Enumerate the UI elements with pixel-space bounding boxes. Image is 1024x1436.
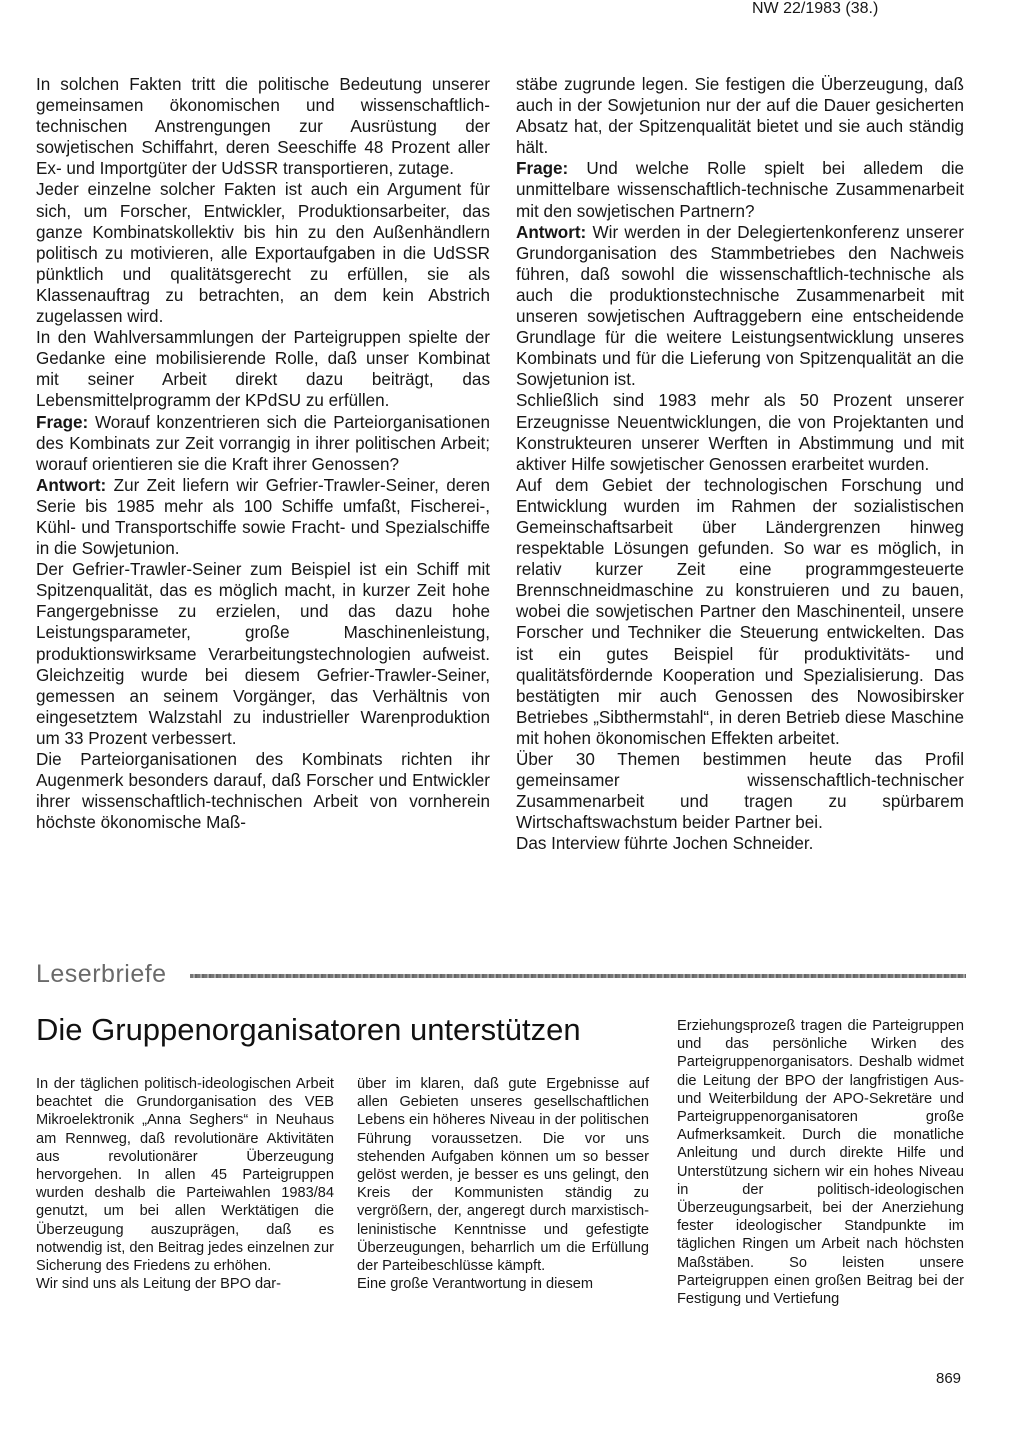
question-answer-label: Antwort: [36, 475, 107, 495]
paragraph [36, 475, 490, 559]
paragraph-text: Wir werden in der Delegiertenkonferenz unserer Grundorganisation des Stammbetriebes den Nachweis führen, daß sowohl die wissenschaftlich-technische als auch die produktionstechnische Zusammenarbeit mit unseren sowjetischen Auftraggebern eine entscheidende Grundlage für die weitere Leistungsentwicklung unseres Kombinats und für die Lieferung von Spitzenqualität an die Sowjetunion ist. [516, 222, 964, 390]
paragraph [36, 327, 490, 411]
interview-column-right [516, 74, 964, 854]
question-answer-label: Antwort: [516, 222, 587, 242]
paragraph-text: stäbe zugrunde legen. Sie festigen die Überzeugung, daß auch in der Sowjetunion nur der auf die Dauer gesicherten Absatz hat, der Spitzenqualität bietet und sie auch ständig hält. [516, 75, 964, 158]
issue-info: NW 22/1983 (38.) [752, 0, 879, 17]
paragraph [36, 74, 490, 179]
paragraph [516, 158, 964, 221]
paragraph [36, 412, 490, 475]
paragraph-text: In solchen Fakten tritt die politische Bedeutung unserer gemeinsamen ökonomischen und wissenschaftlich-technischen Anstrengungen zur Ausrüstung der sowjetischen Schiffahrt, deren Seeschiffe 48 Prozent aller Ex- und Importgüter der UdSSR transportieren, zutage. [36, 75, 490, 179]
section-rule [190, 974, 966, 978]
article-headline: Die Gruppenorganisatoren unterstützen [36, 1012, 581, 1047]
page-number: 869 [936, 1370, 962, 1387]
paragraph-text: Der Gefrier-Trawler-Seiner zum Beispiel ist ein Schiff mit Spitzenqualität, das es möglich macht, in kurzer Zeit hohe Fangergebnisse zu erzielen, und das dazu hohe Leistungsparameter, große Maschinenleistung, produktionswirksame Verarbeitungstechnologien aufweist. Gleichzeitig wurde bei diesem Gefrier-Trawler-Seiner, gemessen an seinem Vorgänger, das Verhältnis von eingesetztem Walzstahl zu industrieller Warenproduktion um 33 Prozent verbessert. [36, 560, 490, 748]
question-answer-label: Frage: [516, 159, 569, 179]
paragraph [516, 749, 964, 833]
paragraph-text: Und welche Rolle spielt bei alledem die unmittelbare wissenschaftlich-technische Zusammenarbeit mit den sowjetischen Partnern? [516, 159, 965, 221]
question-answer-label: Frage: [36, 412, 89, 432]
letter-column-1 [36, 1075, 334, 1293]
paragraph: Erziehungsprozeß tragen die Parteigruppen und das persönliche Wirken des Parteigruppenorganisators. Deshalb widmet die Leitung der BPO der langfristigen Aus- und Weiterbildung der APO-Sekretäre und Parteigruppenorganisatoren große Aufmerksamkeit. Durch die monatliche Anleitung und durch direkte Hilfe und Unterstützung sichern wir ein hohes Niveau in der politisch-ideologischen Überzeugungsarbeit, bei der Anerziehung fester ideologischer Standpunkte im täglichen Ringen um Arbeit nach höchsten Maßstäben. So leisten unsere Parteigruppen einen großen Beitrag bei der Festigung und Vertiefung [677, 1018, 964, 1308]
letter-column-3 [677, 1017, 964, 1308]
paragraph [516, 74, 964, 158]
paragraph-text: Auf dem Gebiet der technologischen Forschung und Entwicklung wurden im Rahmen der sozialistischen Gemeinschaftsarbeit über Ländergrenzen hinweg respektable Lösungen gefunden. So war es möglich, in relativ kurzer Zeit eine programmgesteuerte Brennschneidmaschine zu konstruieren und zu bauen, wobei die sowjetischen Partner den Maschinenteil, unsere Forscher und Techniker die Steuerung entwickelten. Das ist ein gutes Beispiel für produktivitäts- und qualitätsfördernde Kooperation und Spezialisierung. Das bestätigten mir auch Genossen des Nowosibirsker Betriebes „Sibthermstahl“, in deren Betrieb diese Maschine mit hohen ökonomischen Effekten arbeitet. [516, 475, 964, 748]
paragraph-text: Über 30 Themen bestimmen heute das Profil gemeinsamer wissenschaftlich-technischer Zusammenarbeit und tragen zu spürbarem Wirtschaftswachstum beider Partner bei. [516, 750, 964, 833]
paragraph: In der täglichen politisch-ideologischen Arbeit beachtet die Grundorganisation des VEB Mikroelektronik „Anna Seghers“ in Neuhaus am Rennweg, daß revolutionäre Aktivitäten aus revolutionärer Überzeugung hervorgehen. In allen 45 Parteigruppen wurden deshalb die Parteiwahlen 1983/84 genutzt, um bei allen Werktätigen die Überzeugung auszuprägen, daß es notwendig ist, den Beitrag jedes einzelnen zur Sicherung des Friedens zu erhöhen. [36, 1076, 334, 1275]
paragraph [36, 749, 490, 833]
paragraph [36, 179, 490, 327]
paragraph-text: Schließlich sind 1983 mehr als 50 Prozent unserer Erzeugnisse Neuentwicklungen, die von Projektanten und Konstrukteuren unserer Werften in Abstimmung und mit aktiver Hilfe sowjetischer Genossen erarbeitet wurden. [516, 391, 964, 474]
paragraph [516, 222, 964, 391]
letter-column-2 [357, 1075, 649, 1293]
interview-column-left [36, 74, 490, 833]
section-header [36, 958, 966, 992]
section-label: Leserbriefe [36, 960, 167, 988]
paragraph-text: Die Parteiorganisationen des Kombinats richten ihr Augenmerk besonders darauf, daß Forscher und Entwickler ihrer wissenschaftlich-technischen Arbeit von vornherein höchste ökonomische Maß- [36, 750, 490, 833]
paragraph-text: Worauf konzentrieren sich die Parteiorganisationen des Kombinats zur Zeit vorrangig in ihrer politischen Arbeit; worauf orientieren sie die Kraft ihrer Genossen? [36, 412, 491, 474]
paragraph-text: Jeder einzelne solcher Fakten ist auch ein Argument für sich, um Forscher, Entwickler, Produktionsarbeiter, das ganze Kombinatskollektiv bis hin zu den Außenhändlern politisch zu motivieren, alle Exportaufgaben in die UdSSR pünktlich und qualitätsgerecht zu erfüllen, sie als Klassenauftrag zu betrachten, an dem kein Abstrich zugelassen wird. [36, 180, 490, 327]
paragraph [516, 390, 964, 474]
paragraph: über im klaren, daß gute Ergebnisse auf allen Gebieten unseres gesellschaftlichen Lebens ein höheres Niveau in der politischen Führung voraussetzen. Die vor uns stehenden Aufgaben können um so besser gelöst werden, je besser es uns gelingt, den Kreis der Kommunisten ständig zu vergrößern, der, angeregt durch marxistisch-leninistische Kenntnisse und gefestigte Überzeugungen, beharrlich um die Erfüllung der Parteibeschlüsse kämpft. [357, 1076, 649, 1275]
paragraph: Wir sind uns als Leitung der BPO dar- [36, 1276, 281, 1293]
paragraph: Eine große Verantwortung in diesem [357, 1276, 594, 1293]
paragraph [516, 833, 964, 854]
paragraph [36, 559, 490, 749]
paragraph [516, 475, 964, 749]
paragraph-text: In den Wahlversammlungen der Parteigruppen spielte der Gedanke eine mobilisierende Rolle, daß unser Kombinat mit seiner Arbeit direkt dazu beiträgt, das Lebensmittelprogramm der KPdSU zu erfüllen. [36, 328, 490, 411]
paragraph-text: Zur Zeit liefern wir Gefrier-Trawler-Seiner, deren Serie bis 1985 mehr als 100 Schiffe umfaßt, Fischerei-, Kühl- und Transportschiffe sowie Fracht- und Spezialschiffe in die Sowjetunion. [36, 475, 491, 559]
paragraph-text: Das Interview führte Jochen Schneider. [516, 834, 814, 854]
